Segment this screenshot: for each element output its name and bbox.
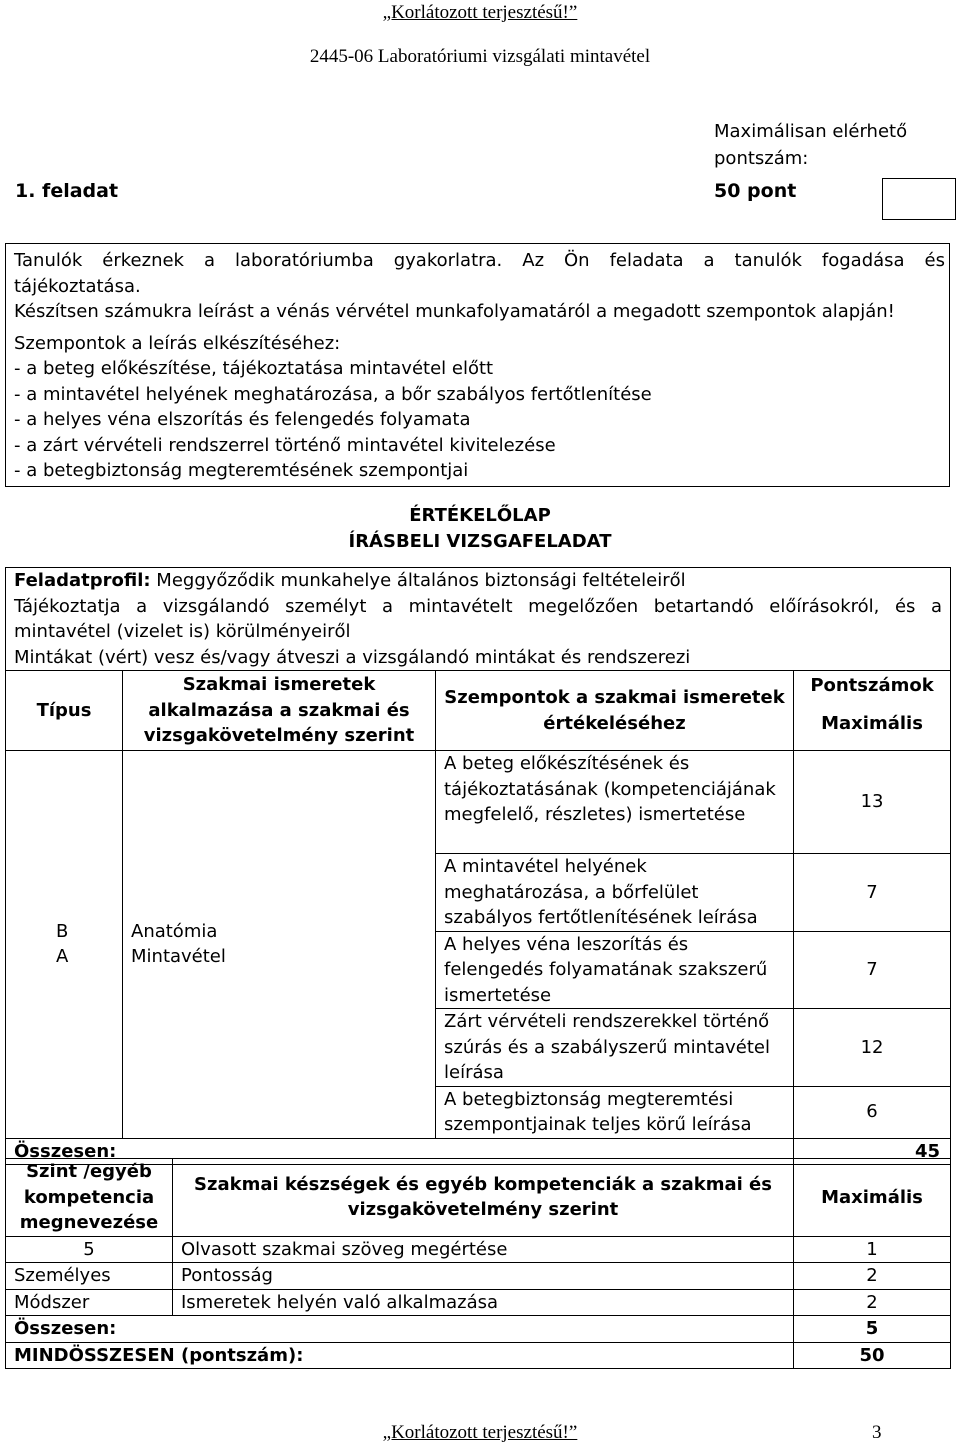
criteria-item: - a betegbiztonság megteremtésének szempontjai — [14, 460, 469, 481]
points-label: Pontszámok — [810, 675, 934, 696]
skills-table — [5, 1158, 951, 1369]
criterion-cell: A beteg előkészítésének és tájékoztatásának (kompetenciájának megfelelő, részletes) ismertetése — [436, 751, 794, 854]
sheet-title-1: ÉRTÉKELŐLAP — [409, 505, 551, 526]
criterion-max: 7 — [794, 931, 951, 1009]
criteria-title: Szempontok a leírás elkészítéséhez: — [14, 332, 341, 354]
level-cell: Módszer — [6, 1289, 173, 1316]
grand-total-value: 50 — [794, 1342, 951, 1369]
skill-max: 2 — [794, 1289, 951, 1316]
profile-label: Feladatprofil: — [14, 570, 151, 591]
criteria-item: - a mintavétel helyének meghatározása, a bőr szabályos fertőtlenítése — [14, 383, 652, 405]
total-value: 45 — [794, 1138, 951, 1165]
task-description-box — [5, 243, 950, 487]
criterion-max: 12 — [794, 1009, 951, 1087]
col-type-header: Típus — [6, 671, 123, 751]
col-points-header — [794, 671, 951, 751]
skill-cell: Ismeretek helyén való alkalmazása — [173, 1289, 794, 1316]
level-cell: 5 — [6, 1236, 173, 1263]
criteria-item: - a beteg előkészítése, tájékoztatása mintavétel előtt — [14, 358, 494, 379]
knowledge-cell: Anatómia Mintavétel — [123, 751, 436, 1139]
profile-line3: Mintákat (vért) vesz és/vagy átveszi a vizsgálandó mintákat és rendszerezi — [14, 646, 691, 668]
col-criteria-header: Szempontok a szakmai ismeretek értékeléséhez — [436, 671, 794, 751]
task-points: 50 pont — [714, 180, 797, 202]
total-label: Összesen: — [6, 1138, 794, 1165]
task-intro-line2: tájékoztatása. — [14, 275, 141, 297]
profile-line2a: Tájékoztatja a vizsgálandó személyt a mintavételt megelőzően betartandó előírásokról, és a — [14, 595, 943, 617]
level-cell: Személyes — [6, 1263, 173, 1290]
skill-max: 1 — [794, 1236, 951, 1263]
score-box[interactable] — [882, 178, 956, 220]
col-skills-header: Szakmai készségek és egyéb kompetenciák a szakmai és vizsgakövetelmény szerint — [173, 1159, 794, 1237]
type-cell: B A — [6, 751, 123, 1139]
criteria-item: - a helyes véna elszorítás és felengedés folyamata — [14, 409, 471, 430]
skill-cell: Pontosság — [173, 1263, 794, 1290]
task-intro-line1: Tanulók érkeznek a laboratóriumba gyakorlatra. Az Ön feladata a tanulók fogadása és — [14, 250, 945, 271]
criterion-max: 7 — [794, 854, 951, 932]
header-restricted: „Korlátozott terjesztésű!” — [382, 2, 578, 23]
sheet-title-2: ÍRÁSBELI VIZSGAFELADAT — [348, 531, 612, 552]
criterion-max: 6 — [794, 1086, 951, 1138]
criterion-cell: A mintavétel helyének meghatározása, a bőrfelület szabályos fertőtlenítésének leírása — [436, 854, 794, 932]
max-points-label: Maximálisan elérhető pontszám: — [714, 121, 908, 169]
evaluation-table — [5, 567, 951, 1165]
grand-total-label: MINDÖSSZESEN (pontszám): — [6, 1342, 794, 1369]
profile-line2b: mintavétel (vizelet is) körülményeiről — [14, 621, 351, 642]
criterion-cell: A helyes véna leszorítás és felengedés folyamatának szakszerű ismertetése — [436, 931, 794, 1009]
profile-text: Meggyőződik munkahelye általános biztonsági feltételeiről — [150, 570, 686, 591]
skills-total-label: Összesen: — [6, 1316, 794, 1343]
evaluation-sheet-title — [0, 503, 960, 555]
col-knowledge-header: Szakmai ismeretek alkalmazása a szakmai és vizsgakövetelmény szerint — [123, 671, 436, 751]
criteria-item: - a zárt vérvételi rendszerrel történő mintavétel kivitelezése — [14, 434, 556, 456]
skill-max: 2 — [794, 1263, 951, 1290]
header-title: 2445-06 Laboratóriumi vizsgálati mintavétel — [309, 46, 651, 67]
criterion-cell: A betegbiztonság megteremtési szempontjainak teljes körű leírása — [436, 1086, 794, 1138]
max-label: Maximális — [821, 712, 923, 734]
skill-cell: Olvasott szakmai szöveg megértése — [173, 1236, 794, 1263]
task-intro-line3: Készítsen számukra leírást a vénás vérvétel munkafolyamatáról a megadott szempontok alapján! — [14, 301, 895, 322]
col-level-header: Szint /egyéb kompetencia megnevezése — [6, 1159, 173, 1237]
criterion-cell: Zárt vérvételi rendszerekkel történő szúrás és a szabályszerű mintavétel leírása — [436, 1009, 794, 1087]
task-number: 1. feladat — [15, 180, 119, 202]
col-skills-max-header: Maximális — [794, 1159, 951, 1237]
footer-restricted: „Korlátozott terjesztésű!” — [382, 1422, 578, 1443]
page-number: 3 — [872, 1422, 882, 1443]
criterion-max: 13 — [794, 751, 951, 854]
task-profile — [6, 568, 951, 671]
skills-total-value: 5 — [794, 1316, 951, 1343]
